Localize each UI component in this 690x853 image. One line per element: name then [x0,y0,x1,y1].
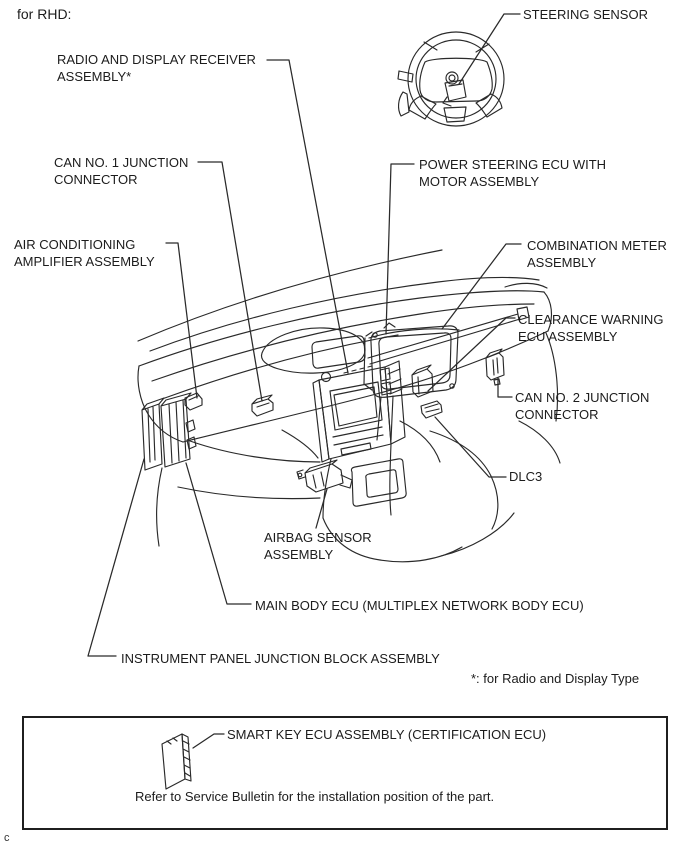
label-dlc3 [509,468,542,485]
callout-note: Refer to Service Bulletin for the installation position of the part. [135,789,495,804]
label-can1-junction-connector [54,154,188,188]
contour-line [430,431,498,529]
leader-power-steering [386,164,414,334]
footnote: *: for Radio and Display Type [471,671,640,686]
page-corner-mark: c [4,832,10,844]
label-line: ASSEMBLY [527,255,597,270]
radio-side [385,361,405,444]
can2-connector-part [486,349,504,385]
contour-line [178,487,320,499]
label-line: COMBINATION METER [527,238,667,253]
label-radio-display-receiver [57,51,256,85]
radio-bracket [313,380,329,462]
label-line: CAN NO. 2 JUNCTION [515,390,650,405]
bolt [298,473,302,477]
dashboard-drawing [138,250,560,556]
label-line: DLC3 [509,469,543,484]
steering-rim-outer [408,32,504,126]
contour-line [441,513,514,556]
label-line: ECU ASSEMBLY [518,329,618,344]
label-line: CONNECTOR [54,172,138,187]
label-line: STEERING SENSOR [523,7,648,22]
steering-spoke-bottom [444,107,466,122]
contour-line [282,430,318,458]
label-ac-amplifier [14,236,155,270]
label-line: AMPLIFIER ASSEMBLY [14,254,155,269]
label-power-steering-ecu [419,156,606,190]
label-line: CLEARANCE WARNING [518,312,664,327]
reinforcement-rail [368,314,520,364]
leader-can1 [198,162,262,401]
label-line: POWER STEERING ECU WITH [419,157,607,172]
leader-steering-sensor [459,14,520,84]
label-main-body-ecu [255,597,584,614]
label-line: CONNECTOR [515,407,599,422]
cowl-line [150,278,539,351]
steering-wheel-drawing [398,32,504,126]
label-line: MOTOR ASSEMBLY [419,174,540,189]
label-line: ASSEMBLY [264,547,334,562]
dlc3-part [421,401,442,418]
contour-line [157,468,162,546]
label-clearance-warning-ecu [518,311,663,345]
can1-connector-part [252,395,273,416]
label-can2-junction-connector [515,389,649,423]
leader-can2 [498,378,512,397]
dash-lower-edge [183,331,548,442]
contour-line [505,283,547,288]
airbag-sensor-part [297,460,352,492]
label-airbag-sensor [264,529,372,563]
label-smart-key-ecu: SMART KEY ECU ASSEMBLY (CERTIFICATION ECU) [227,727,547,742]
ac-amplifier-part [185,393,202,410]
radio-screen-inner [334,387,377,426]
column-lower [399,92,409,116]
dash-top-tray [312,336,365,368]
steering-rim-inner [416,40,496,118]
radio-face [319,367,391,459]
leader-junction-block [88,459,144,656]
contour-line [138,250,442,341]
meter-face [379,333,451,389]
contour-line [400,421,440,462]
column-stalk [398,71,413,82]
variant-label: for RHD: [17,6,72,22]
label-line: INSTRUMENT PANEL JUNCTION BLOCK ASSEMBLY [121,651,440,666]
label-steering-sensor [523,6,648,23]
label-line: AIRBAG SENSOR [264,530,372,545]
radio-lower-slots [333,427,383,455]
console-right [390,444,391,515]
shifter-plate [351,459,406,506]
label-line: CAN NO. 1 JUNCTION [54,155,189,170]
leader-dlc3 [435,417,506,477]
radio-knob [322,373,331,382]
main-body-ecu-part [161,393,191,467]
steering-pad [420,58,493,102]
label-line: ASSEMBLY* [57,69,132,84]
steering-sensor-ring [449,75,455,81]
label-line: RADIO AND DISPLAY RECEIVER [57,52,256,67]
label-ip-junction-block [121,650,440,667]
label-line: AIR CONDITIONING [14,237,136,252]
contour-line [190,441,320,462]
shifter-boot [366,470,398,497]
contour-line [519,421,560,463]
leader-radio [267,60,348,373]
label-combination-meter [527,237,667,271]
label-line: MAIN BODY ECU (MULTIPLEX NETWORK BODY ECU) [255,598,584,613]
leader-main-body [186,463,251,604]
